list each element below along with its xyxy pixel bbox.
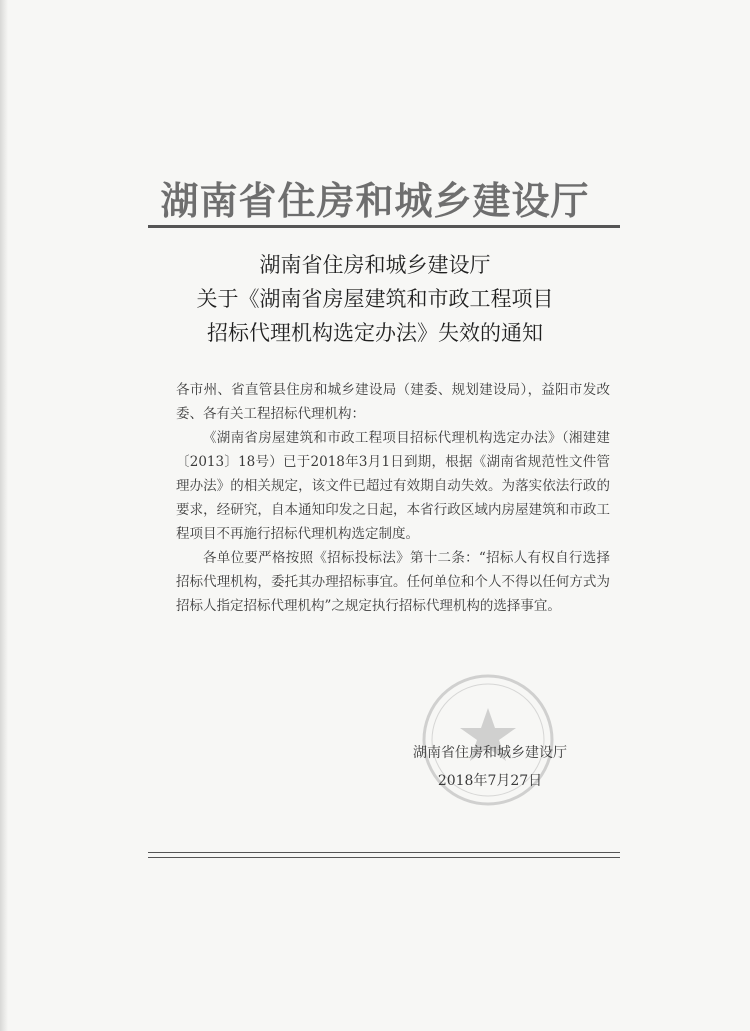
notice-title-line-1: 湖南省住房和城乡建设厅 (259, 253, 491, 277)
signature-org: 湖南省住房和城乡建设厅 (413, 745, 567, 761)
body-paragraph-2: 各单位要严格按照《招标投标法》第十二条：“招标人有权自行选择招标代理机构，委托其办理招标事宜。任何单位和个人不得以任何方式为招标人指定招标代理机构”之规定执行招标代理机构的选择事宜。 (176, 550, 610, 614)
notice-title-line-3: 招标代理机构选定办法》失效的通知 (207, 321, 543, 345)
scan-edge-shadow (0, 0, 8, 1031)
notice-title (150, 248, 600, 350)
letterhead-org-name: 湖南省住房和城乡建设厅 (160, 179, 590, 223)
body-paragraph-1: 《湖南省房屋建筑和市政工程项目招标代理机构选定办法》（湘建建〔2013〕18号）已于2018年3月1日到期，根据《湖南省规范性文件管理办法》的相关规定，该文件已超过有效期自动失效。为落实依法行政的要求，经研究，自本通知印发之日起，本省行政区域内房屋建筑和市政工程项目不再施行招标代理机构选定制度。 (176, 430, 610, 542)
addressee: 各市州、省直管县住房和城乡建设局（建委、规划建设局），益阳市发改委、各有关工程招标代理机构： (176, 382, 610, 422)
footer-double-rule (148, 852, 620, 858)
signature-date: 2018年7月27日 (437, 773, 543, 789)
notice-title-line-2: 关于《湖南省房屋建筑和市政工程项目 (196, 287, 554, 311)
notice-body (176, 378, 610, 618)
letterhead-rule (148, 225, 620, 228)
